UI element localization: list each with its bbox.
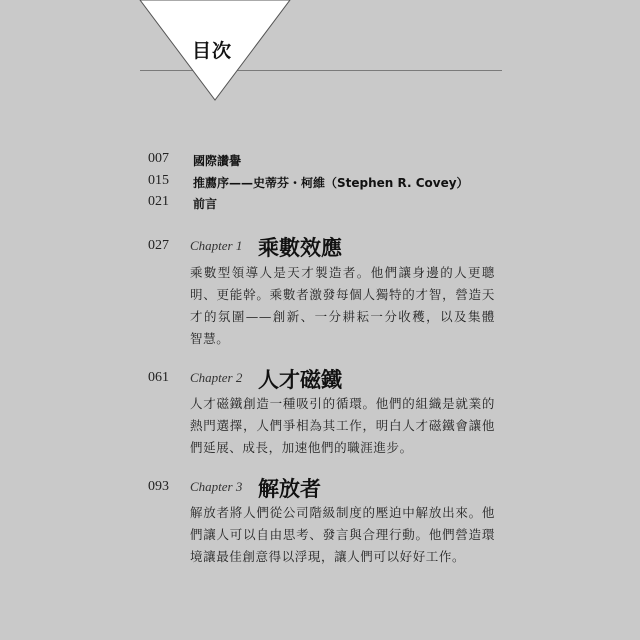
chapter-title: 解放者 <box>258 477 321 501</box>
chapter-summary-line: 才的氛圍——創新、一分耕耘一分收穫，以及集體 <box>190 309 495 324</box>
chapter-summary-line: 解放者將人們從公司階級制度的壓迫中解放出來。他 <box>190 505 495 520</box>
chapter-page: 061 <box>148 370 169 385</box>
front-matter-title: 國際讚譽 <box>193 154 242 168</box>
header-notch <box>0 0 640 110</box>
front-matter-page: 015 <box>148 173 169 188</box>
chapter-summary-line: 智慧。 <box>190 331 230 346</box>
front-matter-page: 021 <box>148 194 169 209</box>
chapter-page: 027 <box>148 238 169 253</box>
front-matter-title: 推薦序——史蒂芬・柯維（Stephen R. Covey） <box>193 176 469 190</box>
chapter-label: Chapter 1 <box>190 238 243 253</box>
chapter-title: 人才磁鐵 <box>258 368 342 392</box>
chapter-summary-line: 明、更能幹。乘數者激發每個人獨特的才智，營造天 <box>190 287 495 302</box>
chapter-summary-line: 境讓最佳創意得以浮現，讓人們可以好好工作。 <box>190 549 466 564</box>
chapter-title: 乘數效應 <box>258 236 342 260</box>
chapter-summary-line: 們延展、成長，加速他們的職涯進步。 <box>190 440 413 455</box>
chapter-label: Chapter 2 <box>190 370 243 385</box>
front-matter-title: 前言 <box>193 197 218 211</box>
page-title: 目次 <box>192 40 233 62</box>
chapter-summary-line: 乘數型領導人是天才製造者。他們讓身邊的人更聰 <box>190 265 495 280</box>
chapter-summary-line: 們讓人可以自由思考、發言與合理行動。他們營造環 <box>190 527 495 542</box>
chapter-page: 093 <box>148 479 169 494</box>
chapter-summary-line: 人才磁鐵創造一種吸引的循環。他們的組織是就業的 <box>190 396 495 411</box>
chapter-label: Chapter 3 <box>190 479 243 494</box>
front-matter-page: 007 <box>148 151 169 166</box>
chapter-summary-line: 熱門選擇，人們爭相為其工作，明白人才磁鐵會讓他 <box>190 418 495 433</box>
